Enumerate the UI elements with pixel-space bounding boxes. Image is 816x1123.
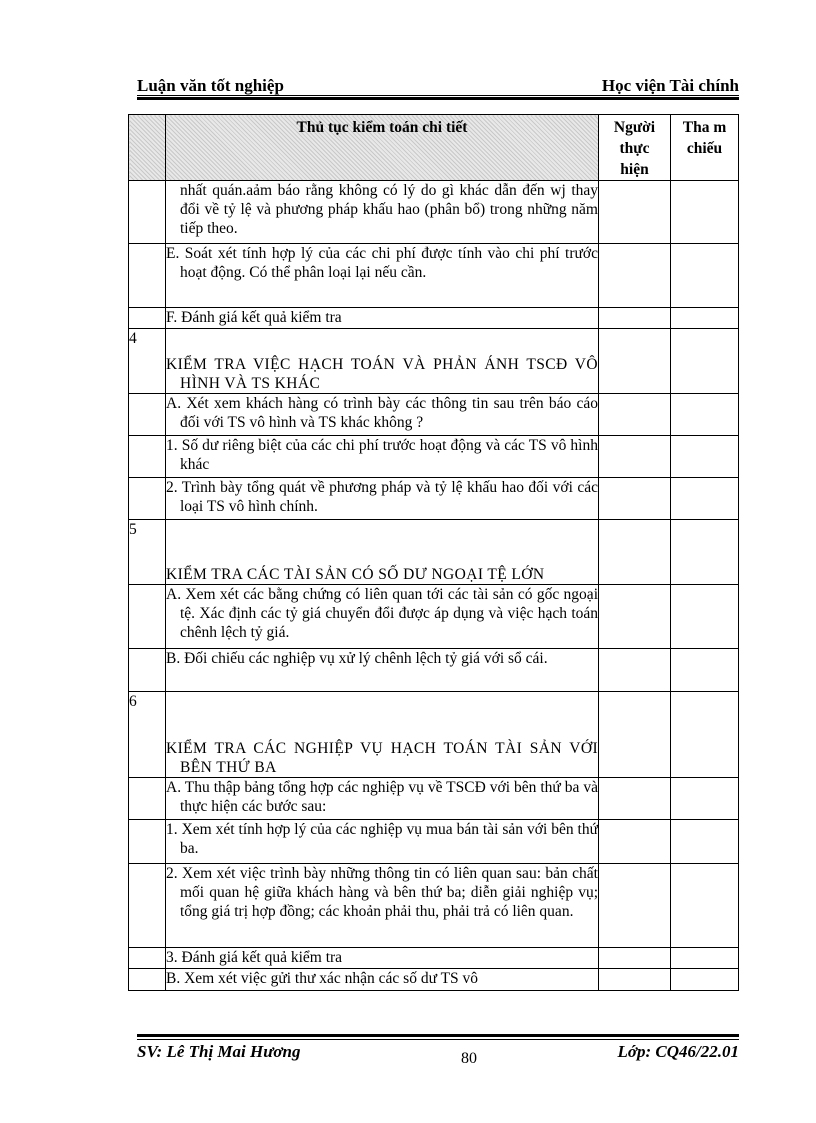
header-reference (671, 115, 739, 181)
row-reference (671, 692, 739, 778)
section-title (166, 692, 599, 778)
row-reference (671, 969, 739, 991)
row-reference (671, 948, 739, 969)
row-performer (599, 778, 671, 820)
row-text-content: A. Xem xét các bằng chứng có liên quan tới các tài sản có gốc ngoại tệ. Xác định các tỷ giá chuyển đổi được áp dụng và việc hạch toán chênh lệch tỷ giá. (166, 586, 598, 641)
row-performer (599, 820, 671, 864)
row-reference (671, 478, 739, 520)
footer-student-name: SV: Lê Thị Mai Hương (137, 1042, 301, 1061)
row-performer (599, 948, 671, 969)
header-reference-label: Tha m chiếu (682, 119, 727, 157)
section-row (129, 520, 739, 585)
row-num (129, 585, 166, 649)
row-num (129, 478, 166, 520)
row-reference (671, 329, 739, 394)
row-reference (671, 308, 739, 329)
row-text (166, 820, 599, 864)
row-text (166, 394, 599, 436)
section-row (129, 692, 739, 778)
table-row (129, 308, 739, 329)
row-reference (671, 864, 739, 948)
row-reference (671, 394, 739, 436)
table-row (129, 436, 739, 478)
row-reference (671, 181, 739, 244)
row-performer (599, 585, 671, 649)
row-performer (599, 329, 671, 394)
section-title-text: KIỂM TRA VIỆC HẠCH TOÁN VÀ PHẢN ÁNH TSCĐ VÔ HÌNH VÀ TS KHÁC (166, 356, 598, 392)
row-reference (671, 520, 739, 585)
row-text (166, 948, 599, 969)
row-performer (599, 478, 671, 520)
table-row (129, 969, 739, 991)
page-footer (137, 1042, 739, 1068)
row-performer (599, 308, 671, 329)
table-row (129, 181, 739, 244)
table-row (129, 864, 739, 948)
row-num (129, 778, 166, 820)
row-text-content: 2. Trình bày tổng quát về phương pháp và tỷ lệ khấu hao đối với các loại TS vô hình chính. (166, 479, 598, 515)
audit-procedure-table (128, 114, 739, 991)
footer-rule (137, 1034, 739, 1040)
row-performer (599, 969, 671, 991)
section-num: 4 (129, 329, 166, 394)
footer-class-code: Lớp: CQ46/22.01 (617, 1042, 739, 1061)
row-text (166, 649, 599, 692)
row-reference (671, 649, 739, 692)
row-num (129, 864, 166, 948)
row-num (129, 436, 166, 478)
row-text (166, 181, 599, 244)
table-row (129, 820, 739, 864)
table-row (129, 778, 739, 820)
table-row (129, 649, 739, 692)
section-row (129, 329, 739, 394)
row-reference (671, 436, 739, 478)
row-text (166, 244, 599, 308)
row-text (166, 864, 599, 948)
row-num (129, 181, 166, 244)
row-text-content: 3. Đánh giá kết quả kiểm tra (166, 949, 343, 966)
table-row (129, 478, 739, 520)
row-text-content: B. Đối chiếu các nghiệp vụ xử lý chênh lệch tỷ giá với sổ cái. (166, 650, 548, 667)
row-performer (599, 520, 671, 585)
row-num (129, 244, 166, 308)
row-performer (599, 864, 671, 948)
section-title (166, 520, 599, 585)
row-text (166, 436, 599, 478)
header-performer-label: Người thực hiện (613, 119, 656, 178)
table-row (129, 394, 739, 436)
row-reference (671, 244, 739, 308)
row-performer (599, 692, 671, 778)
row-performer (599, 649, 671, 692)
row-num (129, 948, 166, 969)
row-text-content: 2. Xem xét việc trình bày những thông tin có liên quan sau: bản chất mối quan hệ giữa khách hàng và bên thứ ba; diễn giải nghiệp vụ; tổng giá trị hợp đồng; các khoản phải thu, phải trả có liên quan. (166, 865, 598, 920)
table-row (129, 585, 739, 649)
row-text (166, 585, 599, 649)
row-text-content: A. Xét xem khách hàng có trình bày các thông tin sau trên báo cáo đối với TS vô hình và TS khác không ? (166, 395, 598, 431)
row-text-content: nhất quán.aảm báo rằng không có lý do gì khác dẫn đến wj thay đổi về tỷ lệ và phương pháp khấu hao (phân bổ) trong những năm tiếp theo. (180, 182, 598, 237)
row-num (129, 649, 166, 692)
row-reference (671, 820, 739, 864)
table-header-row (129, 115, 739, 181)
row-text-content: 1. Xem xét tính hợp lý của các nghiệp vụ mua bán tài sản với bên thứ ba. (166, 821, 598, 857)
row-performer (599, 436, 671, 478)
header-procedure: Thủ tục kiểm toán chi tiết (166, 115, 599, 181)
section-title (166, 329, 599, 394)
row-text (166, 969, 599, 991)
section-num: 5 (129, 520, 166, 585)
page-number: 80 (461, 1050, 477, 1067)
row-text (166, 478, 599, 520)
row-text-content: 1. Số dư riêng biệt của các chi phí trước hoạt động và các TS vô hình khác (166, 437, 598, 473)
row-reference (671, 778, 739, 820)
row-num (129, 820, 166, 864)
row-text-content: B. Xem xét việc gửi thư xác nhận các số dư TS vô (166, 970, 479, 987)
row-text-content: F. Đánh giá kết quả kiểm tra (166, 309, 342, 326)
row-performer (599, 244, 671, 308)
header-num-cell (129, 115, 166, 181)
row-text-content: A. Thu thập bảng tổng hợp các nghiệp vụ về TSCĐ với bên thứ ba và thực hiện các bước sau: (166, 779, 598, 815)
row-num (129, 969, 166, 991)
section-title-text: KIỂM TRA CÁC NGHIỆP VỤ HẠCH TOÁN TÀI SẢN VỚI BÊN THỨ BA (166, 740, 598, 776)
row-text-content: E. Soát xét tính hợp lý của các chi phí được tính vào chi phí trước hoạt động. Có thể phân loại lại nếu cần. (166, 245, 598, 281)
row-reference (671, 585, 739, 649)
table-row (129, 948, 739, 969)
row-text (166, 308, 599, 329)
section-title-text: KIỂM TRA CÁC TÀI SẢN CÓ SỐ DƯ NGOẠI TỆ LỚN (166, 566, 545, 583)
table-row (129, 244, 739, 308)
header-rule (137, 95, 739, 100)
row-num (129, 308, 166, 329)
row-performer (599, 394, 671, 436)
page-header (137, 70, 739, 96)
header-institution: Học viện Tài chính (601, 76, 739, 95)
section-num: 6 (129, 692, 166, 778)
row-num (129, 394, 166, 436)
header-thesis-label: Luận văn tốt nghiệp (137, 76, 284, 95)
header-performer (599, 115, 671, 181)
row-text (166, 778, 599, 820)
row-performer (599, 181, 671, 244)
